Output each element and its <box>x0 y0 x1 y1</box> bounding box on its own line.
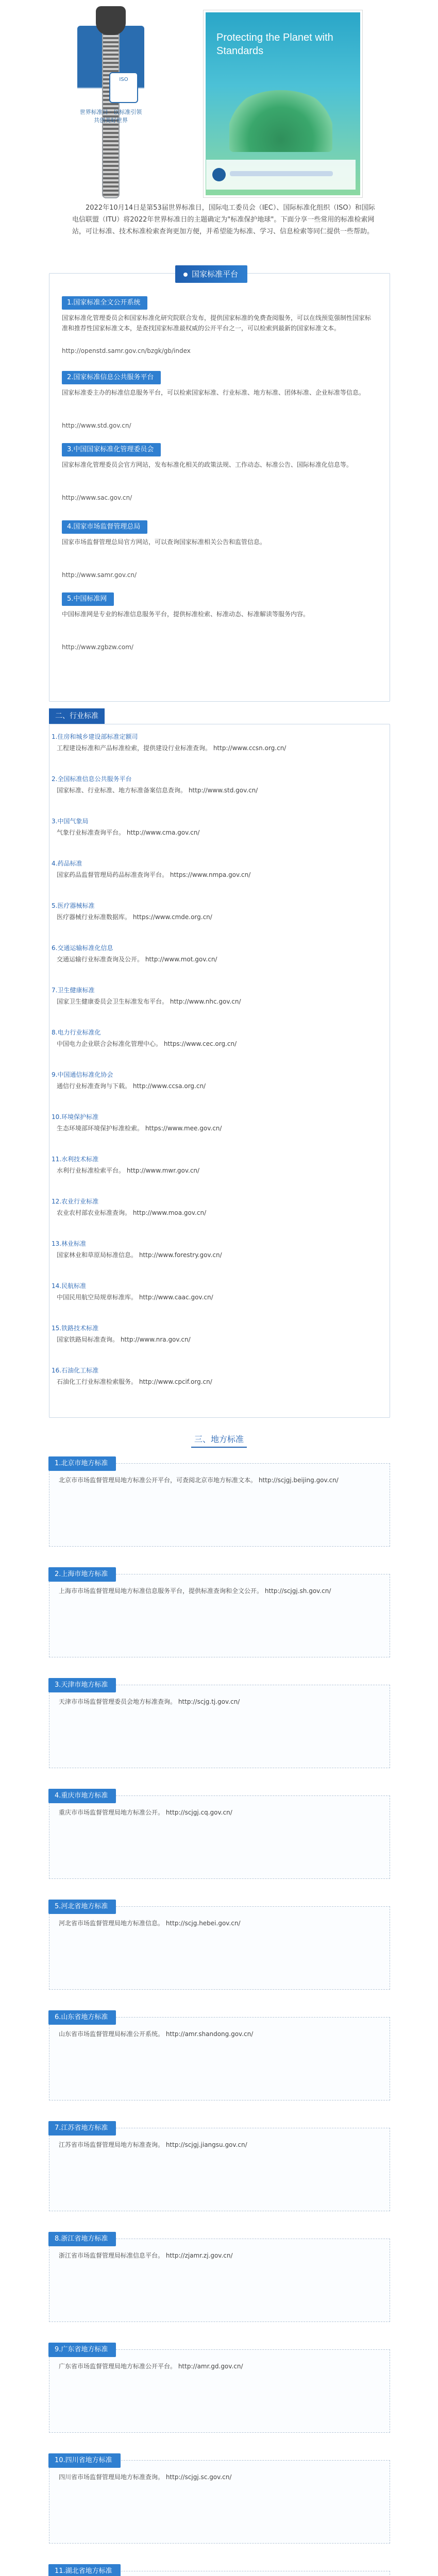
entry-link[interactable]: http://www.zgbzw.com/ <box>62 643 133 651</box>
industry-item-title[interactable]: 4.药品标准 <box>52 860 82 867</box>
card-body-text: 浙江省市场监督管理局标准信息平台。 http://zjamr.zj.gov.cn/ <box>59 2252 233 2259</box>
card-body-text: 北京市市场监督管理局地方标准公开平台，可查阅北京市地方标准文本。 http://scjgj.beijing.gov.cn/ <box>59 1477 339 1484</box>
local-standard-card <box>49 2124 390 2211</box>
industry-item-text: 水利行业标准检索平台。 http://www.mwr.gov.cn/ <box>57 1167 200 1174</box>
industry-item-title[interactable]: 5.医疗器械标准 <box>52 902 95 909</box>
entry-heading: 2.国家标准信息公共服务平台 <box>62 371 161 384</box>
card-heading[interactable]: 6.山东省地方标准 <box>48 2010 116 2025</box>
industry-item-title[interactable]: 15.铁路技术标准 <box>52 1325 99 1332</box>
card-body-text: 四川省市场监督管理局地方标准查询。 http://scjgj.sc.gov.cn/ <box>59 2473 232 2481</box>
industry-item-title[interactable]: 6.交通运输标准化信息 <box>52 944 113 952</box>
industry-item-text: 中国民用航空局规章标准库。 http://www.caac.gov.cn/ <box>57 1294 213 1301</box>
entry-description: 国家标准化管理委员会官方网站，发布标准化相关的政策法规、工作动态、标准公告、国际标准化信息等。 <box>62 461 353 468</box>
industry-item-text: 工程建设标准和产品标准检索，提供建设行业标准查询。 http://www.ccsn.org.cn/ <box>57 744 287 752</box>
card-body-text: 重庆市市场监督管理局地方标准公开。 http://scjgj.cq.gov.cn/ <box>59 1809 232 1816</box>
industry-item-text: 国家林业和草原局标准信息。 http://www.forestry.gov.cn/ <box>57 1251 222 1259</box>
industry-item-text: 生态环境部环境保护标准检索。 https://www.mee.gov.cn/ <box>57 1125 222 1132</box>
card-heading[interactable]: 1.北京市地方标准 <box>48 1456 116 1471</box>
entry-link[interactable]: http://www.std.gov.cn/ <box>62 422 131 429</box>
card-heading[interactable]: 2.上海市地方标准 <box>48 1567 116 1582</box>
industry-item-text: 国家标准、行业标准、地方标准备案信息查询。 http://www.std.gov.cn/ <box>57 787 258 794</box>
card-heading[interactable]: 8.浙江省地方标准 <box>48 2232 116 2246</box>
industry-item-text: 国家药品监督管理局药品标准查询平台。 https://www.nmpa.gov.cn/ <box>57 871 251 878</box>
hero-banner <box>0 0 438 201</box>
card-body-text: 江苏省市场监督管理局地方标准查询。 http://scjgj.jiangsu.gov.cn/ <box>59 2141 247 2148</box>
local-standard-card <box>49 2235 390 2322</box>
card-heading[interactable]: 3.天津市地方标准 <box>48 1678 116 1692</box>
bullet-icon <box>183 273 188 277</box>
industry-item-text: 通信行业标准查询与下载。 http://www.ccsa.org.cn/ <box>57 1082 206 1090</box>
local-standard-card <box>49 1681 390 1768</box>
cover-footer-logos <box>206 160 356 190</box>
entry-heading: 3.中国国家标准化管理委员会 <box>62 443 161 456</box>
industry-item-text: 国家铁路局标准查询。 http://www.nra.gov.cn/ <box>57 1336 191 1343</box>
zipper-logo: ISO <box>109 72 138 103</box>
card-body-text: 河北省市场监督管理局地方标准信息。 http://scjg.hebei.gov.cn/ <box>59 1920 241 1927</box>
industry-item-text: 国家卫生健康委员会卫生标准发布平台。 http://www.nhc.gov.cn/ <box>57 998 241 1005</box>
industry-item-title[interactable]: 13.林业标准 <box>52 1240 87 1247</box>
industry-item-text: 气象行业标准查询平台。 http://www.cma.gov.cn/ <box>57 829 200 836</box>
industry-item-title[interactable]: 11.水利技术标准 <box>52 1156 99 1163</box>
card-body-text: 山东省市场监督管理局标准公开系统。 http://amr.shandong.gov.cn/ <box>59 2030 254 2038</box>
card-body-text: 天津市市场监督管理委员会地方标准查询。 http://scjg.tj.gov.cn/ <box>59 1698 240 1705</box>
entry-description: 中国标准网是专业的标准信息服务平台，提供标准检索、标准动态、标准解读等服务内容。 <box>62 611 310 618</box>
industry-item-title[interactable]: 16.石油化工标准 <box>52 1367 99 1374</box>
zipper-pull-icon <box>96 6 126 35</box>
industry-item-title[interactable]: 1.住房和城乡建设部标准定额司 <box>52 733 138 740</box>
industry-item-title[interactable]: 3.中国气象局 <box>52 818 89 825</box>
industry-item-text: 农业农村部农业标准查询。 http://www.moa.gov.cn/ <box>57 1209 207 1216</box>
section-industry-title-text: 二、行业标准 <box>49 708 105 724</box>
entry-description: 国家市场监督管理总局官方网站，可以查询国家标准相关公告和监管信息。 <box>62 538 266 546</box>
entry-description: 国家标准委主办的标准信息服务平台，可以检索国家标准、行业标准、地方标准、团体标准、企业标准等信息。 <box>62 389 365 396</box>
entry-description: 国家标准化管理委员会和国家标准化研究院联合发布，提供国家标准的免费查阅服务，可以在线预览强制性国家标准和推荐性国家标准文本，是查找国家标准最权威的公开平台之一，可以检索到最新的国家标准文本。 <box>62 314 372 332</box>
industry-item-text: 医疗器械行业标准数据库。 https://www.cmde.org.cn/ <box>57 913 212 921</box>
globe-icon <box>229 90 332 152</box>
section-national-title <box>175 265 247 283</box>
local-standard-card <box>49 1792 390 1879</box>
local-standard-card <box>49 2567 390 2576</box>
card-heading[interactable]: 9.广东省地方标准 <box>48 2343 116 2357</box>
section-local-title <box>0 1432 438 1448</box>
section-national-title-text: 国家标准平台 <box>192 269 239 279</box>
industry-item-text: 石油化工行业标准检索服务。 http://www.cpcif.org.cn/ <box>57 1378 212 1385</box>
card-heading[interactable]: 10.四川省地方标准 <box>48 2453 121 2468</box>
intro-paragraph: 2022年10月14日是第53届世界标准日，国际电工委员会（IEC）、国际标准化组织（ISO）和国际电信联盟（ITU）将2022年世界标准日的主题确定为"标准保护地球"。下面分享一些常用的标准检索网站，可让标准、技术标准检索查询更加方便，并希望能为标准、学习、信息检索等同仁提供一些帮助。 <box>72 204 375 235</box>
card-heading[interactable]: 4.重庆市地方标准 <box>48 1789 116 1803</box>
industry-item-title[interactable]: 14.民航标准 <box>52 1282 87 1290</box>
entry-heading: 4.国家市场监督管理总局 <box>62 520 147 534</box>
entry-link[interactable]: http://www.sac.gov.cn/ <box>62 494 132 501</box>
section-industry-title <box>49 708 105 724</box>
card-heading[interactable]: 7.江苏省地方标准 <box>48 2121 116 2136</box>
card-body-text: 上海市市场监督管理局地方标准信息服务平台，提供标准查询和全文公开。 http://scjgj.sh.gov.cn/ <box>59 1587 331 1595</box>
entry-link[interactable]: http://openstd.samr.gov.cn/bzgk/gb/index <box>62 347 191 354</box>
industry-item-title[interactable]: 2.全国标准信息公共服务平台 <box>52 775 132 783</box>
industry-item-title[interactable]: 12.农业行业标准 <box>52 1198 99 1205</box>
local-standard-card <box>49 1903 390 1990</box>
industry-item-title[interactable]: 10.环境保护标准 <box>52 1113 99 1121</box>
local-standard-card <box>49 2346 390 2433</box>
industry-item-text: 中国电力企业联合会标准化管理中心。 https://www.cec.org.cn/ <box>57 1040 237 1047</box>
local-standard-card <box>49 2013 390 2100</box>
local-standard-card <box>49 1460 390 1547</box>
zipper-headline: 世界标准日 · 以标准引领 共创美好世界 <box>79 109 142 124</box>
card-heading[interactable]: 11.湖北省地方标准 <box>48 2564 121 2576</box>
section-national-frame <box>49 273 390 702</box>
entry-link[interactable]: http://www.samr.gov.cn/ <box>62 571 137 579</box>
section-local-title-text: 三、地方标准 <box>191 1432 247 1448</box>
industry-item-title[interactable]: 9.中国通信标准化协会 <box>52 1071 113 1078</box>
local-standard-card <box>49 1570 390 1657</box>
card-body-text: 广东省市场监督管理局地方标准公开平台。 http://amr.gd.gov.cn/ <box>59 2363 243 2370</box>
entry-heading: 5.中国标准网 <box>62 592 114 606</box>
cover-title: Protecting the Planet with Standards <box>216 32 333 57</box>
card-heading[interactable]: 5.河北省地方标准 <box>48 1900 116 1914</box>
industry-item-text: 交通运输行业标准查询及公开。 http://www.mot.gov.cn/ <box>57 956 217 963</box>
industry-item-title[interactable]: 7.卫生健康标准 <box>52 987 95 994</box>
industry-item-title[interactable]: 8.电力行业标准化 <box>52 1029 101 1036</box>
local-standard-card <box>49 2456 390 2544</box>
entry-heading: 1.国家标准全文公开系统 <box>62 296 147 310</box>
